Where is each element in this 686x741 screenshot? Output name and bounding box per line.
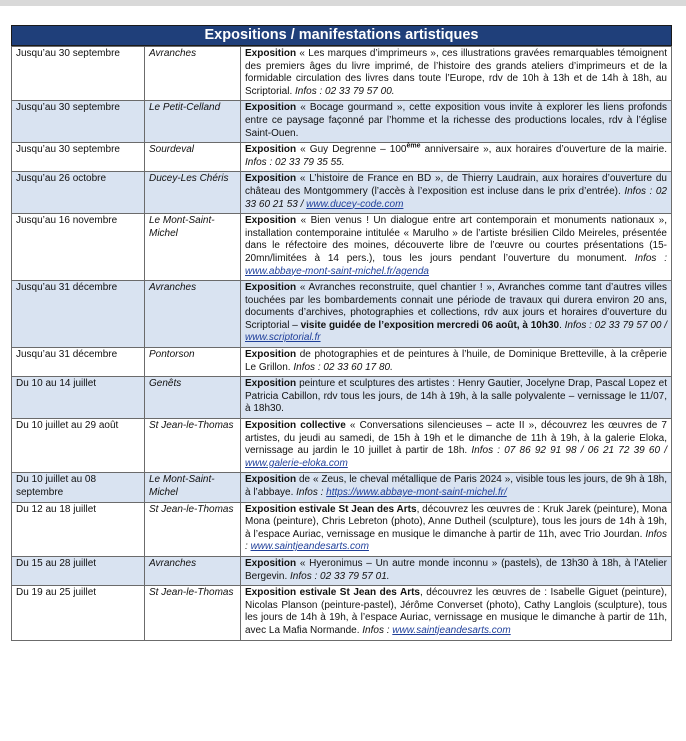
event-link[interactable]: www.abbaye-mont-saint-michel.fr/agenda xyxy=(245,265,429,277)
event-description xyxy=(241,101,672,143)
event-date: Jusqu’au 26 octobre xyxy=(12,172,145,214)
event-infos: Infos : 07 86 92 91 98 / 06 21 72 39 60 / xyxy=(471,445,667,457)
event-place: St Jean-le-Thomas xyxy=(145,419,241,473)
table-row xyxy=(12,101,672,143)
ordinal-suffix: ème xyxy=(406,142,421,150)
event-place: Avranches xyxy=(145,47,241,101)
event-date: Jusqu’au 30 septembre xyxy=(12,101,145,143)
event-infos: Infos : 02 33 60 17 80. xyxy=(293,361,393,373)
event-kind: Exposition xyxy=(245,215,297,227)
event-kind: Exposition xyxy=(245,474,297,486)
event-infos: Infos : xyxy=(245,528,667,553)
event-description xyxy=(241,502,672,556)
event-text: , découvrez les œuvres de : Isabelle Giguet (peinture), Nicolas Planson (peinture-pastel), Jérôme Converset (photo), Cathy Langlois (sculpture), tous les jours de 14h à 19h, à l’espace Auriac, vernissage en musique le dimanche à partir de 11h, avec La Mafia Normande. xyxy=(245,587,667,636)
event-text: peinture et sculptures des artistes : Henry Gautier, Jocelyne Drap, Pascal Lopez et Patricia Cabillon, rdv tous les jours, de 14h à 19h, à la salle polyvalente – vernissage le 11/07, à 18h30. xyxy=(245,378,667,415)
event-infos: Infos : xyxy=(362,624,393,636)
table-row xyxy=(12,281,672,348)
event-date: Du 15 au 28 juillet xyxy=(12,556,145,585)
event-date: Jusqu’au 30 septembre xyxy=(12,143,145,172)
event-link[interactable]: https://www.abbaye-mont-saint-michel.fr/ xyxy=(326,487,507,498)
event-kind: Exposition xyxy=(245,349,297,361)
event-text: de « Zeus, le cheval métallique de Paris 2024 », visible tous les jours, de 9h à 18h, à l’abbaye. xyxy=(245,474,667,498)
event-link[interactable]: www.ducey-code.com xyxy=(306,198,404,210)
event-text: « L’histoire de France en BD », de Thierry Laudrain, aux horaires d’ouverture du château des Montgommery (l’accès à l’exposition est incluse dans le prix d’entrée). xyxy=(245,173,667,197)
table-row xyxy=(12,47,672,101)
table-row xyxy=(12,172,672,214)
event-place: Genêts xyxy=(145,377,241,419)
event-text-cont: anniversaire », aux horaires d’ouverture de la mairie. xyxy=(420,144,667,156)
event-kind: Exposition xyxy=(245,378,297,390)
event-kind: Exposition xyxy=(245,173,297,185)
event-description xyxy=(241,143,672,172)
event-text: « Guy Degrenne – 100 xyxy=(296,144,407,156)
event-kind: Exposition xyxy=(245,144,297,156)
event-place: St Jean-le-Thomas xyxy=(145,586,241,640)
event-infos: Infos : 02 33 79 35 55. xyxy=(245,156,345,168)
table-row xyxy=(12,586,672,640)
section-title: Expositions / manifestations artistiques xyxy=(11,25,672,46)
event-infos: Infos : 02 33 60 21 53 / xyxy=(245,185,667,210)
event-description xyxy=(241,586,672,640)
event-place: Ducey-Les Chéris xyxy=(145,172,241,214)
event-description xyxy=(241,473,672,502)
event-infos: Infos : xyxy=(296,487,327,498)
event-date: Du 12 au 18 juillet xyxy=(12,502,145,556)
event-date: Du 10 au 14 juillet xyxy=(12,377,145,419)
event-place: Avranches xyxy=(145,281,241,348)
event-kind: Exposition xyxy=(245,282,297,294)
table-row xyxy=(12,377,672,419)
event-text: « Bocage gourmand », cette exposition vous invite à explorer les liens profonds entre ce paysage façonné par l’homme et la richesse des productions locales, rdv à l’église Saint-Ouen. xyxy=(245,102,667,139)
event-place: Le Mont-Saint-Michel xyxy=(145,473,241,502)
event-kind: Exposition xyxy=(245,557,297,569)
table-row xyxy=(12,214,672,281)
event-description xyxy=(241,214,672,281)
event-link[interactable]: www.scriptorial.fr xyxy=(245,332,321,344)
event-infos: Infos : 02 33 79 57 00. xyxy=(295,85,395,97)
event-date: Du 10 juillet au 29 août xyxy=(12,419,145,473)
table-row xyxy=(12,419,672,473)
event-kind: Exposition collective xyxy=(245,420,346,432)
event-place: St Jean-le-Thomas xyxy=(145,502,241,556)
event-place: Avranches xyxy=(145,556,241,585)
event-date: Jusqu’au 16 novembre xyxy=(12,214,145,281)
table-row xyxy=(12,502,672,556)
events-section xyxy=(11,25,672,641)
event-description xyxy=(241,47,672,101)
event-kind: Exposition xyxy=(245,102,297,114)
events-table xyxy=(11,46,672,641)
event-description xyxy=(241,419,672,473)
event-text: de photographies et de peintures à l’huile, de Dominique Bretteville, à la crêperie Le Grillon. xyxy=(245,349,667,373)
event-text: « Les marques d’imprimeurs », ces illustrations gravées remarquables témoignent des premiers âges du livre imprimé, de l’histoire des grands ateliers d’imprimeurs et de la formidable circulation des livres dans toute l’Europe, rdv de 10h à 13h et de 14h à 18h, au Scriptorial. xyxy=(245,48,667,97)
event-text: , découvrez les œuvres de : Kruk Jarek (peinture), Mona Mona (peinture), Chris Lebreton (photo), Anne Dutheil (sculpture), tous les jours de 14h à 19h, à l’espace Auriac, vernissage en musique le dimanche à partir de 11h, avec Trio Jourdan. xyxy=(245,503,668,540)
event-date: Du 19 au 25 juillet xyxy=(12,586,145,640)
event-kind: Exposition xyxy=(245,48,297,59)
event-description xyxy=(241,556,672,585)
event-date: Jusqu’au 31 décembre xyxy=(12,281,145,348)
event-description xyxy=(241,348,672,377)
top-divider xyxy=(0,0,686,6)
table-row xyxy=(12,348,672,377)
event-text-cont: . xyxy=(559,319,565,331)
event-place: Pontorson xyxy=(145,348,241,377)
event-description xyxy=(241,172,672,214)
event-place: Le Mont-Saint-Michel xyxy=(145,214,241,281)
event-description xyxy=(241,377,672,419)
event-text: « Hyeronimus – Un autre monde inconnu » (pastels), de 13h30 à 18h, à l’Atelier Bergevin. xyxy=(245,557,667,582)
table-row xyxy=(12,473,672,502)
event-text: « Conversations silencieuses – acte II », découvrez les œuvres de 7 artistes, du jeudi au samedi, de 15h à 19h et le dimanche de 11h à 19h, à la galerie Eloka, vernissage au jardin le 10 juillet à partir de 18h. xyxy=(245,420,667,457)
event-place: Sourdeval xyxy=(145,143,241,172)
event-infos: Infos : xyxy=(634,252,667,264)
event-link[interactable]: www.saintjeandesarts.com xyxy=(392,624,511,636)
event-date: Jusqu’au 30 septembre xyxy=(12,47,145,101)
table-row xyxy=(12,143,672,172)
event-infos: Infos : 02 33 79 57 01. xyxy=(290,570,390,582)
event-text: « Avranches reconstruite, quel chantier ! », Avranches comme tant d’autres villes touchées par les bombardements connait une période de travaux qui durera environ 20 ans, documents d’archives, photographies et collections, rdv aux jours et horaires d’ouverture du Scriptorial – xyxy=(245,282,667,331)
event-text: « Bien venus ! Un dialogue entre art contemporain et monuments nationaux », installation contemporaine intitulée « Marulho » de l’artiste brésilien Cildo Meireles, présentée dans le réfectoire des moines, découverte libre de l’œuvre ou courtes présentations (15-20mn/limitées à 14 pers.), tous les jours pendant l’ouverture du monument. xyxy=(245,215,667,264)
event-link[interactable]: www.saintjeandesarts.com xyxy=(250,541,369,553)
event-date: Jusqu’au 31 décembre xyxy=(12,348,145,377)
event-place: Le Petit-Celland xyxy=(145,101,241,143)
table-row xyxy=(12,556,672,585)
event-kind: Exposition estivale St Jean des Arts xyxy=(245,503,417,515)
guided-visit: visite guidée de l’exposition mercredi 06 août, à 10h30 xyxy=(300,319,560,331)
event-kind: Exposition estivale St Jean des Arts xyxy=(245,587,420,599)
event-link[interactable]: www.galerie-eloka.com xyxy=(245,457,348,469)
event-date: Du 10 juillet au 08 septembre xyxy=(12,473,145,502)
event-description xyxy=(241,281,672,348)
event-infos: Infos : 02 33 79 57 00 / xyxy=(564,319,667,331)
